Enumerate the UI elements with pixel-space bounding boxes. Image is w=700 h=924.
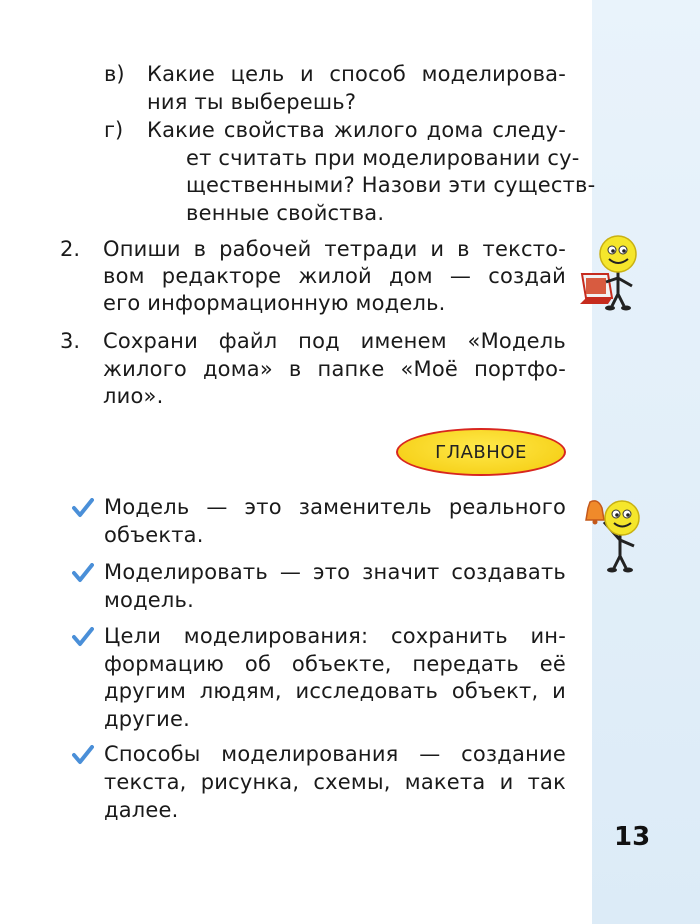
item-2-line-3: его информационную модель. (103, 291, 446, 315)
item-v-line-2: ния ты выберешь? (147, 90, 357, 114)
item-2-marker: 2. (60, 237, 81, 261)
item-2-line-1: Опиши в рабочей тетради и в тексто- (103, 237, 566, 261)
summary-3-line-3: другим людям, исследовать объект, и (104, 679, 566, 703)
item-v-marker: в) (104, 62, 125, 86)
summary-3-line-2: формацию об объекте, передать её (104, 652, 566, 676)
summary-2-line-2: модель. (104, 588, 195, 612)
summary-3-line-4: другие. (104, 707, 190, 731)
summary-3-line-1: Цели моделирования: сохранить ин- (104, 624, 566, 648)
checkmark-icon (72, 745, 94, 765)
summary-4-line-2: текста, рисунка, схемы, макета и так (104, 770, 566, 794)
checkmark-icon (72, 627, 94, 647)
page-number: 13 (614, 822, 651, 852)
main-points-badge: ГЛАВНОЕ (396, 428, 566, 476)
summary-4-line-1: Способы моделирования — создание (104, 742, 566, 766)
item-2-line-2: вом редакторе жилой дом — создай (103, 264, 566, 288)
item-g-line-2: ет считать при моделировании су- (186, 146, 580, 170)
item-g-marker: г) (104, 118, 124, 142)
item-g-line-3: щественными? Назови эти существ- (186, 173, 596, 197)
summary-1-line-2: объекта. (104, 523, 204, 547)
item-3-line-3: лио». (103, 384, 164, 408)
summary-4-line-3: далее. (104, 798, 179, 822)
checkmark-icon (72, 563, 94, 583)
item-g-line-4: венные свойства. (186, 201, 385, 225)
item-v-line-1: Какие цель и способ моделирова- (147, 62, 566, 86)
summary-1-line-1: Модель — это заменитель реального (104, 495, 566, 519)
smiley-bell-icon (582, 494, 652, 574)
checkmark-icon (72, 498, 94, 518)
summary-2-line-1: Моделировать — это значит создавать (104, 560, 566, 584)
smiley-laptop-icon (578, 232, 650, 312)
item-g-line-1: Какие свойства жилого дома следу- (147, 118, 566, 142)
item-3-line-2: жилого дома» в папке «Моё портфо- (103, 357, 566, 381)
item-3-marker: 3. (60, 329, 81, 353)
item-3-line-1: Сохрани файл под именем «Модель (103, 329, 566, 353)
